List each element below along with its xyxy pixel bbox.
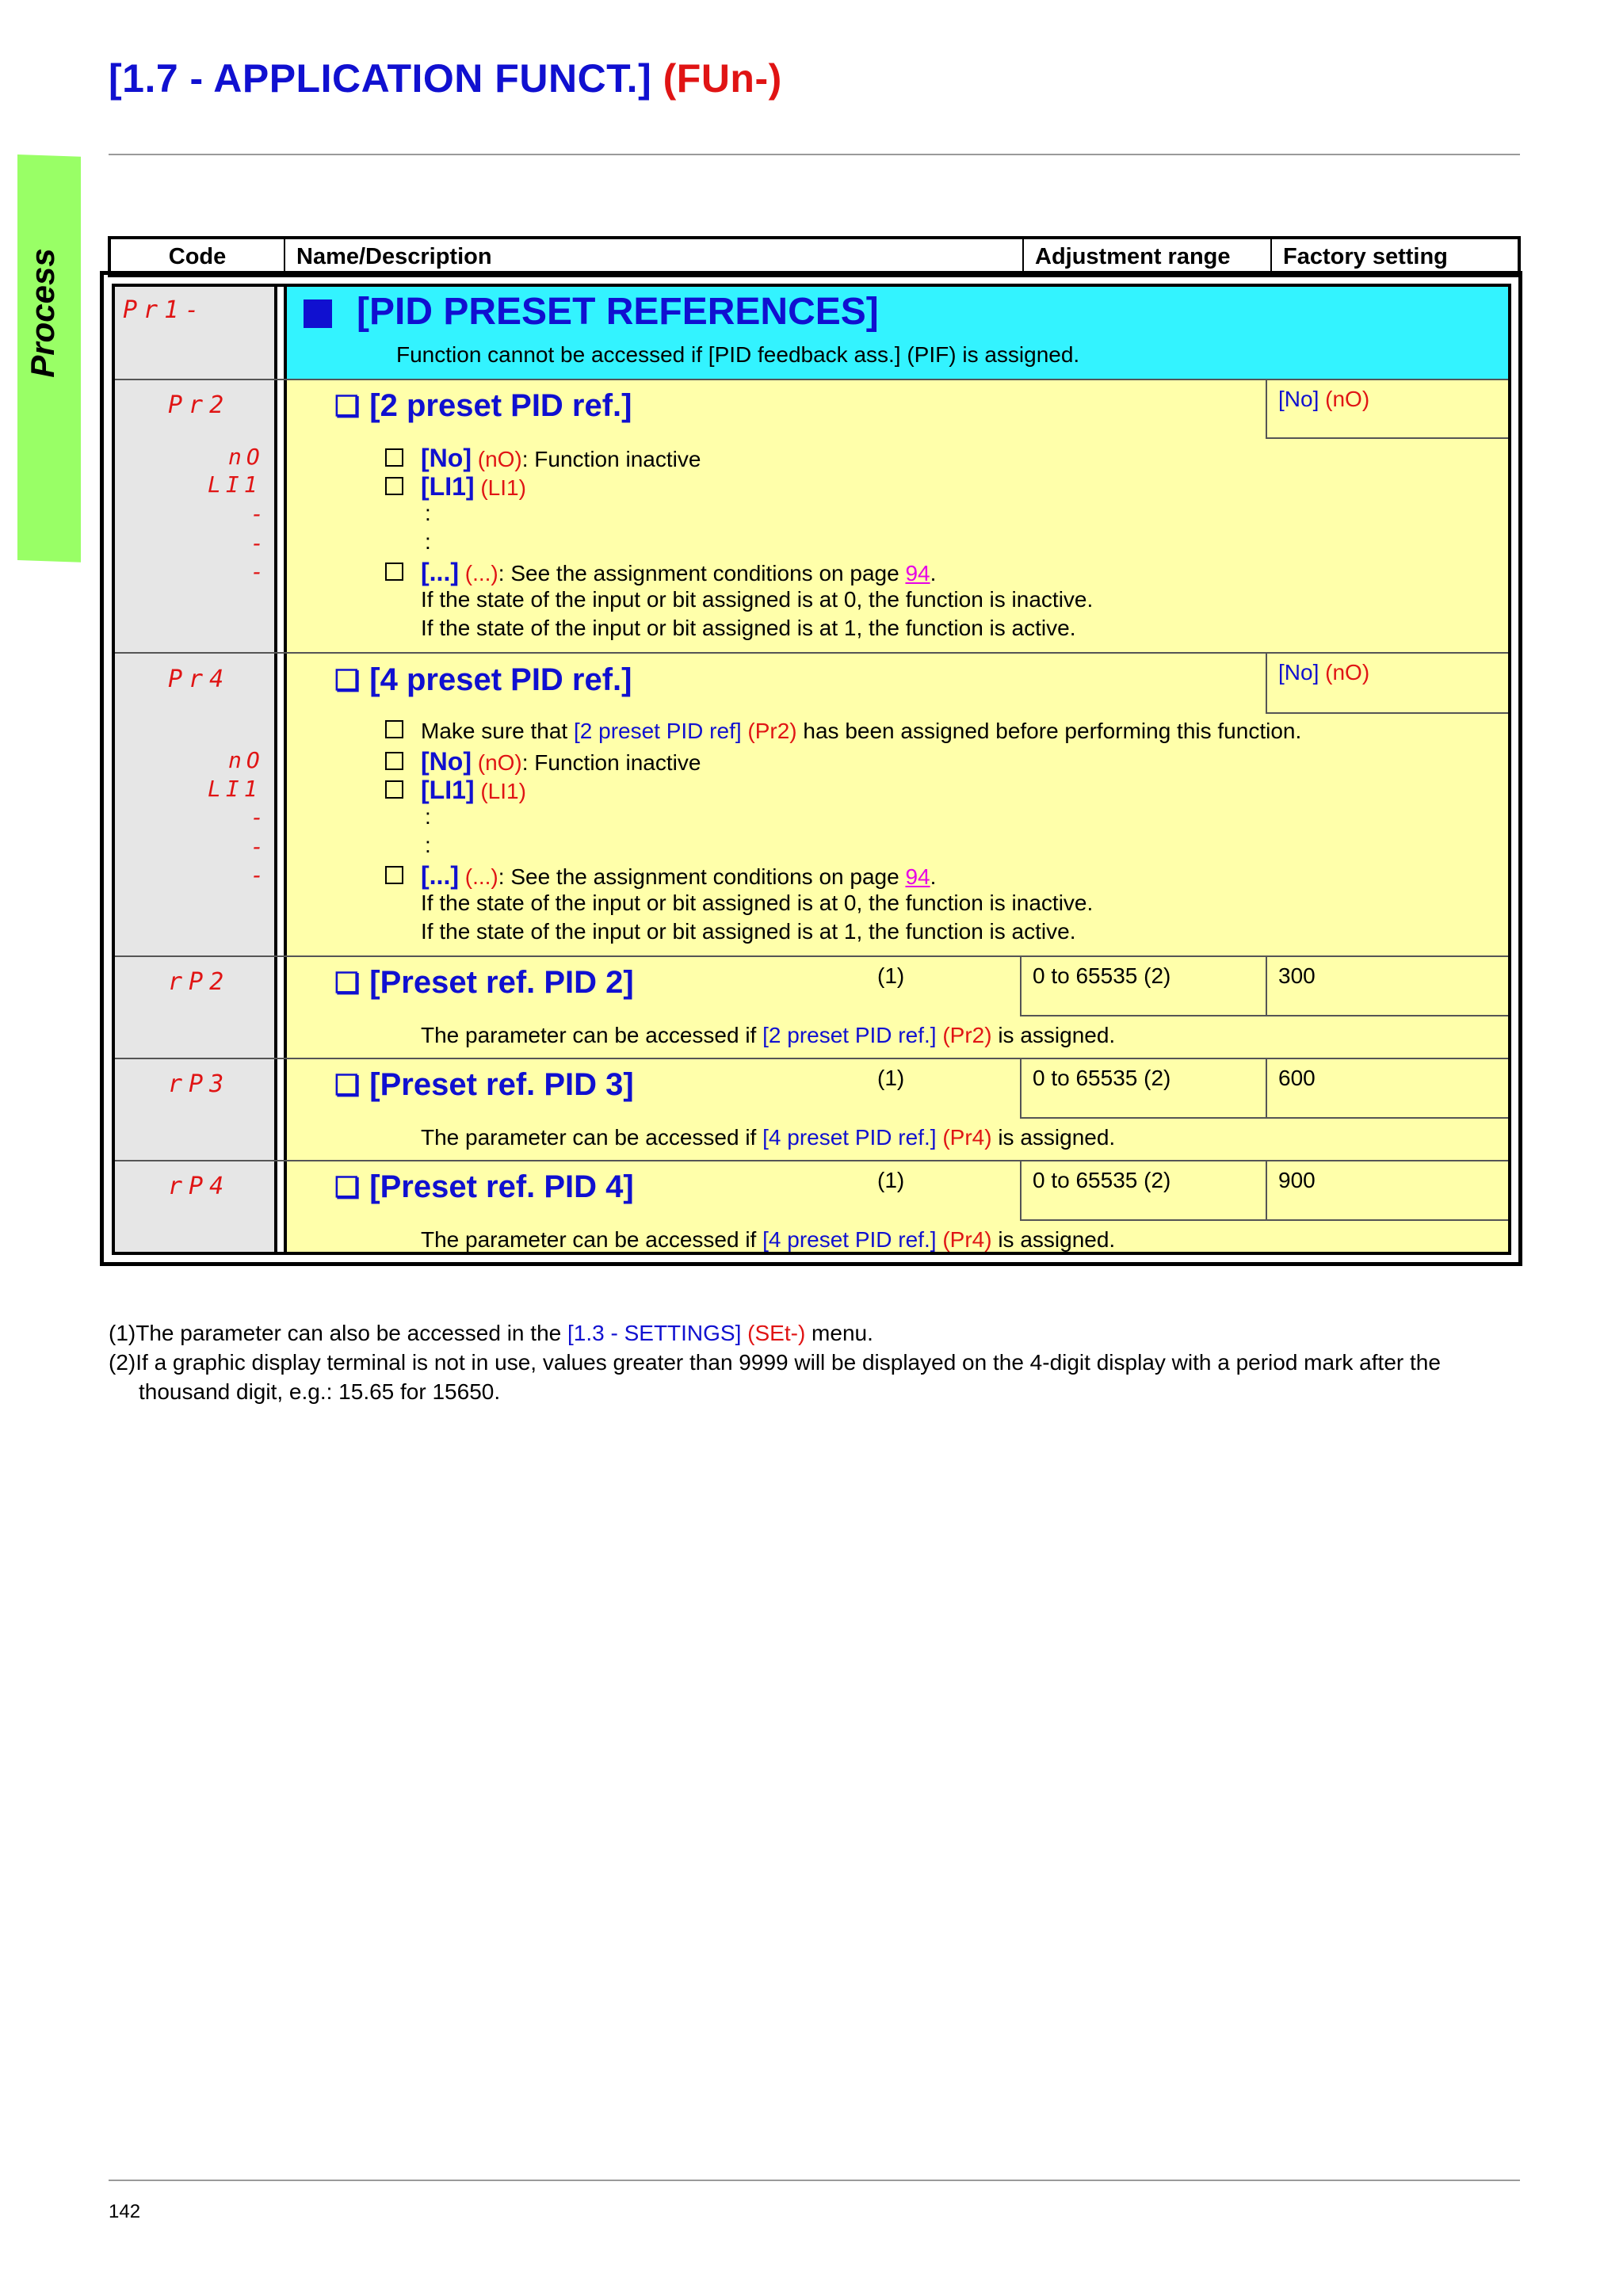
pr4-code: Pr4 [168,666,231,693]
checkbox-icon: ❏ [334,1069,361,1101]
pr2-state-0: If the state of the input or bit assigned is at 0, the function is inactive. [421,587,1094,612]
bottom-divider [109,2180,1520,2181]
rp3-code: rP3 [168,1070,231,1098]
pr4-state-0: If the state of the input or bit assigned is at 0, the function is inactive. [421,891,1094,915]
header-range: Adjustment range [1024,239,1272,274]
pr2-option-no: [No] (nO): Function inactive [385,444,701,473]
checkbox-icon: ❏ [334,664,361,696]
pr4-colon-2: : [425,833,431,857]
pr2-opt-code-5: - [250,559,269,585]
rp4-factory: 900 [1266,1161,1511,1221]
pr4-opt-code-1: nO [228,747,265,773]
section-note: Function cannot be accessed if [PID feedback ass.] (PIF) is assigned. [396,342,1080,367]
pr4-opt-code-4: - [250,833,269,860]
pr4-colon-1: : [425,804,431,829]
rp4-note-ref: (1) [877,1168,905,1192]
rp2-title: ❏ [Preset ref. PID 2] [334,965,634,1000]
rp2-access: The parameter can be accessed if [2 preset PID ref.] (Pr2) is assigned. [421,1023,1116,1047]
rp2-code: rP2 [168,968,231,996]
rp3-note-ref: (1) [877,1066,905,1090]
rp3-factory: 600 [1266,1059,1511,1119]
rp3-access: The parameter can be accessed if [4 preset PID ref.] (Pr4) is assigned. [421,1125,1116,1150]
pr2-opt-code-4: - [250,530,269,556]
pr2-option-more: [...] (...): See the assignment conditions on page 94. [385,558,936,587]
pr4-option-more: [...] (...): See the assignment conditions on page 94. [385,861,936,891]
rp4-range: 0 to 65535 (2) [1020,1161,1266,1221]
rp3-title: ❏ [Preset ref. PID 3] [334,1067,634,1102]
pr4-make-sure: Make sure that [2 preset PID ref] (Pr2) has been assigned before performing this function. [385,719,1301,744]
pr4-state-1: If the state of the input or bit assigned is at 1, the function is active. [421,919,1076,944]
checkbox-icon: ❏ [334,967,361,999]
page-number: 142 [109,2201,141,2222]
checkbox-icon: ❏ [334,1171,361,1203]
rp2-range: 0 to 65535 (2) [1020,957,1266,1016]
rp4-title: ❏ [Preset ref. PID 4] [334,1169,634,1204]
inner-border [112,284,1511,1255]
pr2-opt-code-2: LI1 [208,471,262,498]
rp3-range: 0 to 65535 (2) [1020,1059,1266,1119]
rp2-factory: 300 [1266,957,1511,1016]
pr4-opt-code-3: - [250,804,269,830]
section-code: Pr1- [123,296,206,324]
pr4-option-no: [No] (nO): Function inactive [385,747,701,776]
pr2-colon-1: : [425,501,431,525]
pr2-option-li1: [LI1] (LI1) [385,472,526,502]
pr2-factory: [No] (nO) [1266,380,1511,439]
rp4-code: rP4 [168,1173,231,1200]
header-factory: Factory setting [1283,244,1448,269]
pr2-opt-code-3: - [250,501,269,527]
page-link[interactable]: 94 [905,864,930,889]
pr4-title: ❏ [4 preset PID ref.] [334,662,632,697]
rp2-note-ref: (1) [877,963,905,988]
footnote-2: (2)If a graphic display terminal is not in use, values greater than 9999 will be displayed on the 4-digit display with a period mark after the [109,1350,1441,1375]
rp4-access: The parameter can be accessed if [4 preset PID ref.] (Pr4) is assigned. [421,1227,1116,1252]
pr4-opt-code-2: LI1 [208,776,262,802]
page-link[interactable]: 94 [905,561,930,585]
footnote-1: (1)The parameter can also be accessed in the [1.3 - SETTINGS] (SEt-) menu. [109,1321,873,1345]
pr2-code: Pr2 [168,391,231,419]
pr4-factory: [No] (nO) [1266,654,1511,714]
top-divider [109,154,1520,155]
pr4-opt-code-5: - [250,862,269,888]
pr2-opt-code-1: nO [228,444,265,470]
pr2-state-1: If the state of the input or bit assigned is at 1, the function is active. [421,616,1076,640]
checkbox-icon: ❏ [334,390,361,422]
pr4-option-li1: [LI1] (LI1) [385,776,526,805]
section-title: [PID PRESET REFERENCES] [357,291,879,333]
pr2-colon-2: : [425,529,431,554]
header-name: Name/Description [285,239,1024,274]
side-tab-label: Process [24,248,61,378]
page-title: [1.7 - APPLICATION FUNCT.] (FUn-) [109,56,782,101]
pr2-title: ❏ [2 preset PID ref.] [334,388,632,423]
footnote-2-cont: thousand digit, e.g.: 15.65 for 15650. [139,1379,501,1404]
header-code: Code [111,239,285,274]
